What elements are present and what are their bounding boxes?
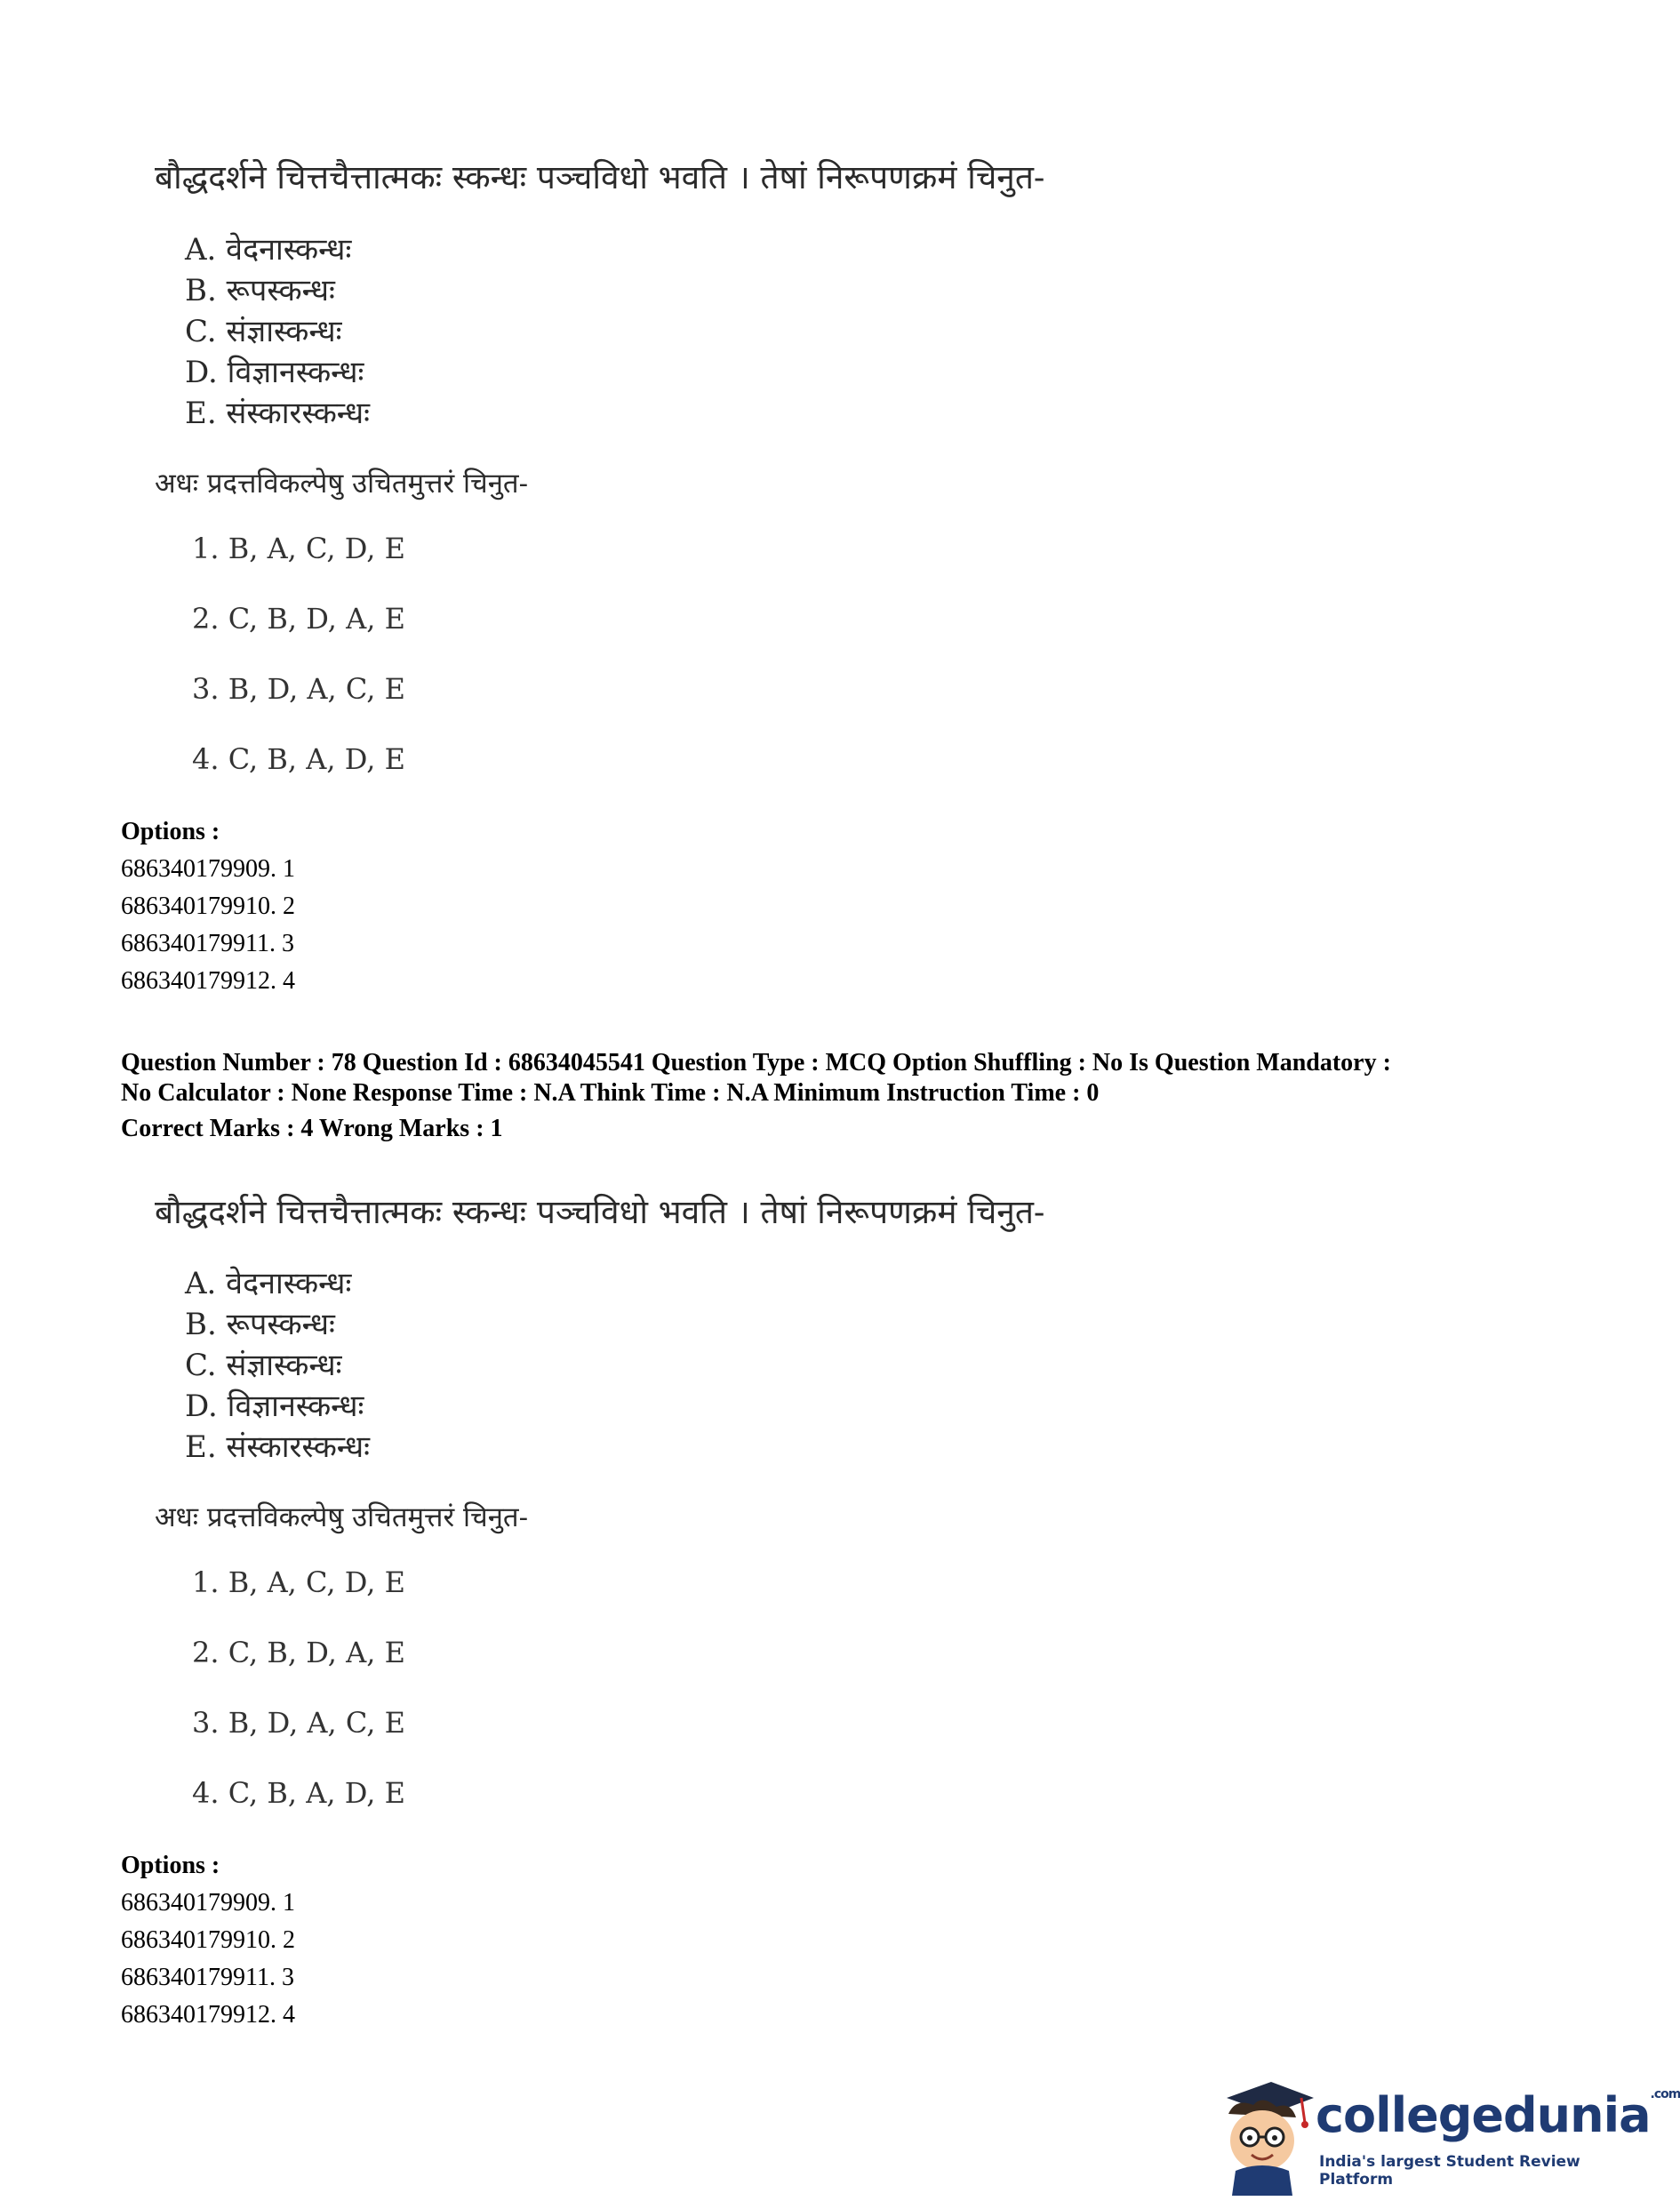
options-list (121, 1846, 295, 2034)
brand-domain: .com (1650, 2087, 1680, 2101)
brand-name: collegedunia$^{.com}$ (1316, 2087, 1680, 2143)
options-list (121, 812, 295, 1000)
instruction: अधः प्रदत्तविकल्पेषु उचितमुत्तरं चिनुत- (155, 468, 529, 500)
item-list (185, 229, 370, 434)
question-stem: बौद्धदर्शने चित्तचैत्तात्मकः स्कन्धः पञ्चविधो भवति । तेषां निरूपणक्रमं चिनुत- (155, 158, 1045, 196)
choice-3: 3. B, D, A, C, E (192, 672, 405, 706)
marks-line: Correct Marks : 4 Wrong Marks : 1 (121, 1115, 503, 1142)
choice-1: 1. B, A, C, D, E (192, 1565, 405, 1599)
item-b: B. रूपस्कन्धः (185, 1307, 335, 1342)
choice-list (192, 531, 405, 812)
options-heading: Options : (121, 1852, 220, 1879)
item-e: E. संस्कारस्कन्धः (185, 1429, 371, 1465)
option-2: 686340179910. 2 (121, 892, 295, 920)
item-d: D. विज्ञानस्कन्धः (185, 1389, 364, 1424)
choice-list (192, 1565, 405, 1845)
meta-line-1: Question Number : 78 Question Id : 68634045541 Question Type : MCQ Option Shuffling : No Is Question Mandatory : (121, 1049, 1391, 1076)
item-d: D. विज्ञानस्कन्धः (185, 355, 364, 390)
collegedunia-logo (1209, 2071, 1680, 2196)
item-c: C. संज्ञास्कन्धः (185, 1348, 342, 1383)
option-3: 686340179911. 3 (121, 1964, 294, 1991)
option-2: 686340179910. 2 (121, 1926, 295, 1954)
item-b: B. रूपस्कन्धः (185, 273, 335, 308)
option-1: 686340179909. 1 (121, 855, 295, 883)
item-a: A. वेदनास्कन्धः (185, 1266, 352, 1301)
option-1: 686340179909. 1 (121, 1889, 295, 1917)
question-meta (121, 1048, 1391, 1144)
choice-3: 3. B, D, A, C, E (192, 1706, 405, 1740)
choice-4: 4. C, B, A, D, E (192, 742, 405, 776)
meta-line-2: No Calculator : None Response Time : N.A Think Time : N.A Minimum Instruction Time : 0 (121, 1079, 1100, 1107)
item-list (185, 1263, 370, 1468)
item-e: E. संस्कारस्कन्धः (185, 396, 371, 431)
choice-4: 4. C, B, A, D, E (192, 1776, 405, 1810)
mascot-icon (1209, 2071, 1316, 2196)
question-stem: बौद्धदर्शने चित्तचैत्तात्मकः स्कन्धः पञ्चविधो भवति । तेषां निरूपणक्रमं चिनुत- (155, 1193, 1045, 1231)
option-4: 686340179912. 4 (121, 967, 295, 995)
choice-1: 1. B, A, C, D, E (192, 532, 405, 565)
options-heading: Options : (121, 818, 220, 845)
item-a: A. वेदनास्कन्धः (185, 232, 352, 268)
item-c: C. संज्ञास्कन्धः (185, 314, 342, 349)
option-3: 686340179911. 3 (121, 930, 294, 957)
choice-2: 2. C, B, D, A, E (192, 1636, 405, 1669)
instruction: अधः प्रदत्तविकल्पेषु उचितमुत्तरं चिनुत- (155, 1501, 529, 1533)
option-4: 686340179912. 4 (121, 2001, 295, 2029)
choice-2: 2. C, B, D, A, E (192, 602, 405, 636)
brand-tagline: India's largest Student Review Platform (1319, 2153, 1580, 2189)
